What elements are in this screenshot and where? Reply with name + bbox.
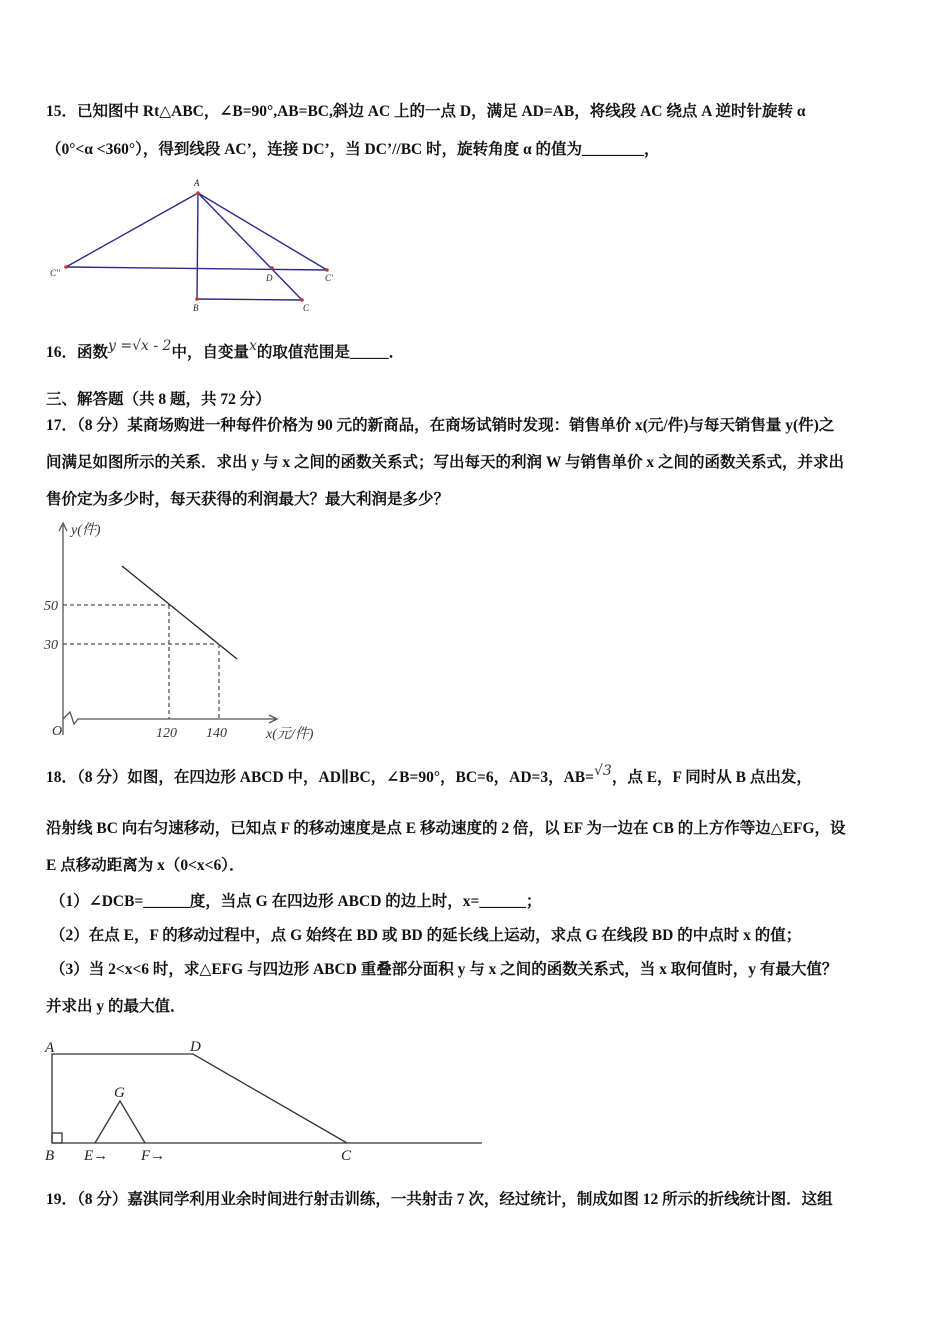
q16: 16．函数y =√x - 2中，自变量x的取值范围是_____． <box>46 338 405 361</box>
label-F: F→ <box>141 1148 166 1164</box>
graph-origin: O <box>52 724 63 739</box>
q17-line2: 间满足如图所示的关系．求出 y 与 x 之间的函数关系式；写出每天的利润 W 与销售单价 x 之间的函数关系式，并求出 <box>46 454 844 471</box>
label-C2: C'' <box>50 268 60 278</box>
q17-line1: 17．（8 分）某商场购进一种每件价格为 90 元的新商品，在商场试销时发现：销售单价 x(元/件)与每天销售量 y(件)之 <box>46 417 835 434</box>
ytick-50: 50 <box>44 599 58 614</box>
q18-part2: （2）在点 E，F 的移动过程中，点 G 始终在 BD 或 BD 的延长线上运动，求点 G 在线段 BD 的中点时 x 的值； <box>50 927 802 944</box>
label-C: C <box>341 1148 352 1164</box>
label-C: C <box>303 303 310 313</box>
q18-line2: 沿射线 BC 向右匀速移动，已知点 F 的移动速度是点 E 移动速度的 2 倍，以 EF 为一边在 CB 的上方作等边△EFG，设 <box>46 820 846 837</box>
label-A: A <box>194 178 200 188</box>
graph-ylabel: y(件) <box>71 523 101 538</box>
label-A: A <box>45 1040 55 1056</box>
sqrt3: √3 <box>593 763 612 779</box>
graph-xlabel: x(元/件) <box>266 727 314 742</box>
q17-line3: 售价定为多少时，每天获得的利润最大？最大利润是多少？ <box>46 491 450 508</box>
label-D: D <box>266 273 273 283</box>
q15-line1: 15．已知图中 Rt△ABC，∠B=90°,AB=BC,斜边 AC 上的一点 D，满足 AD=AB，将线段 AC 绕点 A 逆时针旋转 α <box>46 103 806 120</box>
label-G: G <box>114 1085 125 1101</box>
label-B: B <box>45 1148 55 1164</box>
q15-line2: （0°<α <360°），得到线段 AC’，连接 DC’，当 DC’//BC 时，旋转角度 α 的值为________， <box>46 141 660 158</box>
q18-part3-cont: 并求出 y 的最大值． <box>46 998 186 1015</box>
q17-graph <box>59 523 277 735</box>
label-E: E→ <box>84 1148 109 1164</box>
q18-part3: （3）当 2<x<6 时，求△EFG 与四边形 ABCD 重叠部分面积 y 与 x 之间的函数关系式，当 x 取何值时，y 有最大值？ <box>50 961 838 978</box>
label-B: B <box>193 303 199 313</box>
q18-line1: 18．（8 分）如图，在四边形 ABCD 中，AD∥BC，∠B=90°，BC=6，AD=3，AB=√3，点 E，F 同时从 B 点出发， <box>46 763 812 786</box>
label-D: D <box>190 1039 201 1055</box>
q15-figure <box>66 193 327 300</box>
label-C1: C' <box>325 273 333 283</box>
q19-line1: 19．（8 分）嘉淇同学利用业余时间进行射击训练，一共射击 7 次，经过统计，制成如图 12 所示的折线统计图．这组 <box>46 1191 833 1208</box>
xtick-120: 120 <box>156 726 177 741</box>
formula: y =√x - 2 <box>108 338 172 354</box>
q18-part1: （1）∠DCB=______度，当点 G 在四边形 ABCD 的边上时，x=______； <box>50 893 542 910</box>
ytick-30: 30 <box>44 638 58 653</box>
section-heading: 三、解答题（共 8 题，共 72 分） <box>46 391 271 408</box>
xtick-140: 140 <box>206 726 227 741</box>
q18-line3: E 点移动距离为 x（0<x<6）． <box>46 857 245 874</box>
